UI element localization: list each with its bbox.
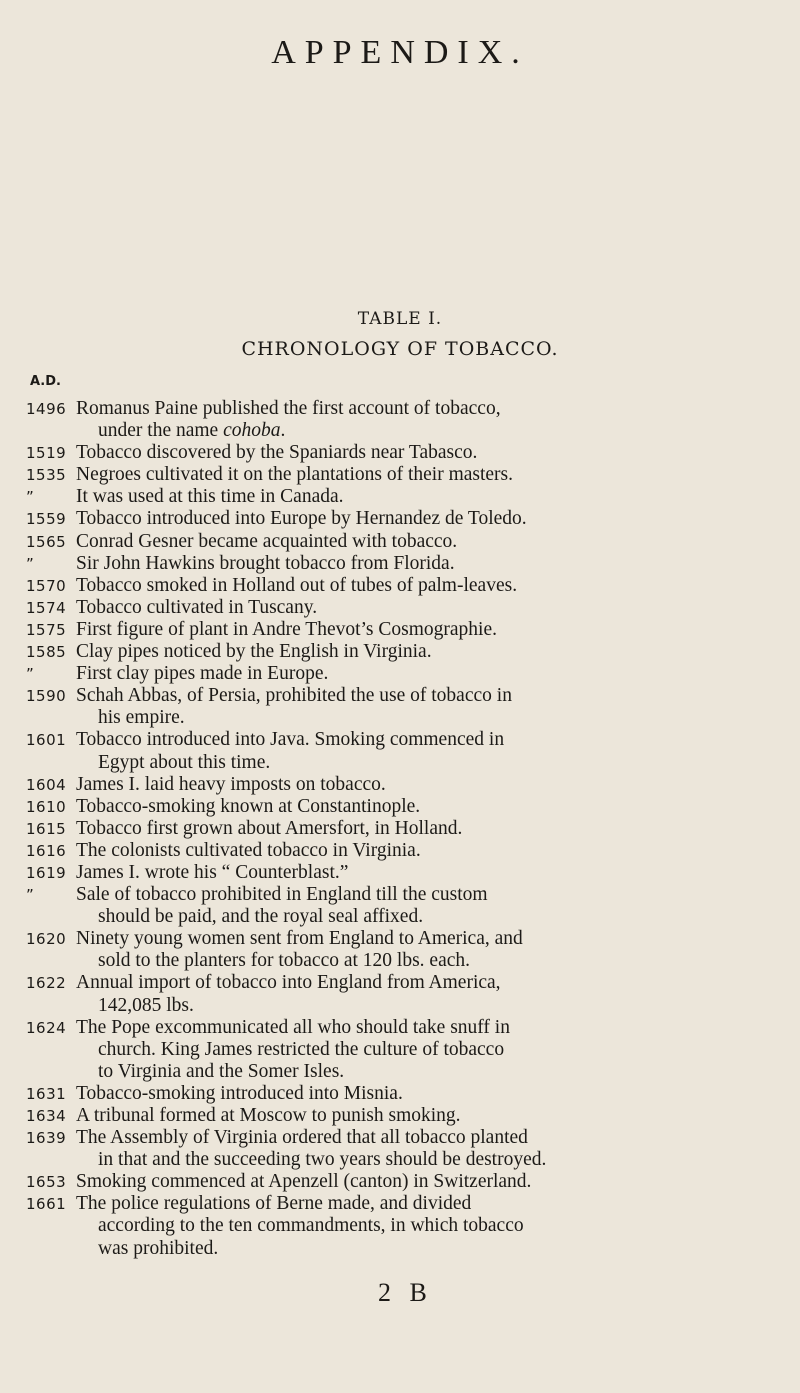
entry-line: Romanus Paine published the first account of tobacco, — [76, 398, 501, 419]
entry-year: ” — [26, 886, 35, 905]
chronology-entry — [26, 1105, 786, 1127]
entry-year: 1575 — [26, 620, 67, 639]
entry-text — [76, 619, 786, 641]
entry-line: Tobacco smoked in Holland out of tubes of palm-leaves. — [76, 574, 518, 596]
entry-text — [76, 774, 786, 796]
ad-column-label: A.D. — [30, 374, 61, 389]
entry-line: to Virginia and the Somer Isles. — [98, 1060, 345, 1082]
entry-line: The Pope excommunicated all who should take snuff in — [76, 1016, 510, 1038]
chronology-entry — [26, 796, 786, 818]
entry-line: according to the ten commandments, in which tobacco — [98, 1215, 524, 1237]
entry-year: 1653 — [26, 1173, 67, 1192]
chronology-list — [26, 398, 786, 1260]
entry-text — [76, 1127, 786, 1171]
chronology-entry — [26, 641, 786, 663]
entry-line: was prohibited. — [98, 1237, 219, 1259]
chronology-entry — [26, 862, 786, 884]
entry-line: The police regulations of Berne made, and divided — [76, 1193, 472, 1215]
entry-line: James I. laid heavy imposts on tobacco. — [76, 773, 386, 795]
entry-line: church. King James restricted the culture of tobacco — [98, 1038, 505, 1060]
entry-text — [76, 442, 786, 464]
entry-line: Schah Abbas, of Persia, prohibited the use of tobacco in — [76, 685, 512, 707]
entry-line: in that and the succeeding two years should be destroyed. — [98, 1149, 547, 1171]
entry-line: First clay pipes made in Europe. — [76, 663, 329, 685]
entry-text — [76, 972, 786, 1016]
entry-line: The Assembly of Virginia ordered that all tobacco planted — [76, 1127, 528, 1149]
entry-year: 1616 — [26, 841, 67, 860]
entry-text — [76, 1193, 786, 1259]
entry-line: The colonists cultivated tobacco in Virginia. — [76, 839, 421, 861]
entry-line: Tobacco first grown about Amersfort, in Holland. — [76, 817, 463, 839]
entry-line: his empire. — [98, 707, 185, 729]
entry-line: Tobacco introduced into Europe by Hernandez de Toledo. — [76, 508, 527, 530]
entry-line: Sale of tobacco prohibited in England till the custom — [76, 884, 488, 906]
entry-year: 1604 — [26, 775, 67, 794]
entry-text — [76, 729, 786, 773]
entry-text — [76, 1105, 786, 1127]
entry-line: Conrad Gesner became acquainted with tobacco. — [76, 530, 458, 552]
table-subtitle: CHRONOLOGY OF TOBACCO. — [241, 338, 559, 360]
chronology-entry — [26, 928, 786, 972]
entry-line: 142,085 lbs. — [98, 994, 194, 1016]
entry-text — [76, 553, 786, 575]
entry-year: ” — [26, 488, 35, 507]
chronology-entry — [26, 597, 786, 619]
entry-year: 1631 — [26, 1084, 67, 1103]
entry-line: Tobacco-smoking introduced into Misnia. — [76, 1082, 403, 1104]
entry-line: Negroes cultivated it on the plantations of their masters. — [76, 464, 514, 486]
entry-year: 1639 — [26, 1129, 67, 1148]
entry-text — [76, 641, 786, 663]
entry-year: 1519 — [26, 444, 67, 463]
entry-year: 1620 — [26, 930, 67, 949]
chronology-entry — [26, 818, 786, 840]
entry-text — [76, 1171, 786, 1193]
entry-year: 1624 — [26, 1018, 67, 1037]
chronology-entry — [26, 442, 786, 464]
chronology-entry — [26, 575, 786, 597]
entry-line: Sir John Hawkins brought tobacco from Florida. — [76, 552, 455, 574]
entry-text — [76, 486, 786, 508]
entry-year: 1590 — [26, 687, 67, 706]
entry-text — [76, 1083, 786, 1105]
entry-text — [76, 884, 786, 928]
chronology-entry — [26, 553, 786, 575]
entry-text — [76, 862, 786, 884]
entry-year: 1574 — [26, 598, 67, 617]
entry-text — [76, 796, 786, 818]
chronology-entry — [26, 508, 786, 530]
entry-year: 1570 — [26, 576, 67, 595]
entry-text — [76, 575, 786, 597]
entry-line: James I. wrote his “ Counterblast.” — [76, 861, 349, 883]
entry-year: 1615 — [26, 819, 67, 838]
entry-year: 1601 — [26, 731, 67, 750]
chronology-entry — [26, 729, 786, 773]
entry-text — [76, 663, 786, 685]
appendix-heading: APPENDIX. — [271, 34, 529, 71]
chronology-entry — [26, 1017, 786, 1083]
entry-year: ” — [26, 554, 35, 573]
entry-line: Egypt about this time. — [98, 751, 271, 773]
entry-line: It was used at this time in Canada. — [76, 486, 344, 508]
entry-text — [76, 818, 786, 840]
entry-text — [76, 685, 786, 729]
entry-year: 1565 — [26, 532, 67, 551]
table-title: TABLE I. — [357, 309, 443, 329]
entry-line: Clay pipes noticed by the English in Virginia. — [76, 641, 432, 663]
entry-text — [76, 464, 786, 486]
entry-year: 1622 — [26, 974, 67, 993]
chronology-entry — [26, 486, 786, 508]
entry-line: Annual import of tobacco into England from America, — [76, 972, 501, 994]
entry-year: 1559 — [26, 510, 67, 529]
chronology-entry — [26, 884, 786, 928]
entry-line: sold to the planters for tobacco at 120 lbs. each. — [98, 950, 471, 972]
entry-line: Tobacco cultivated in Tuscany. — [76, 596, 318, 618]
entry-line: Tobacco introduced into Java. Smoking commenced in — [76, 729, 505, 751]
entry-text — [76, 531, 786, 553]
entry-year: 1585 — [26, 643, 67, 662]
entry-year: 1619 — [26, 863, 67, 882]
entry-text — [76, 597, 786, 619]
chronology-entry — [26, 1083, 786, 1105]
chronology-entry — [26, 398, 786, 442]
chronology-entry — [26, 1127, 786, 1171]
entry-text — [76, 928, 786, 972]
entry-line: First figure of plant in Andre Thevot’s Cosmographie. — [76, 618, 498, 640]
chronology-entry — [26, 464, 786, 486]
entry-year: 1535 — [26, 466, 67, 485]
chronology-entry — [26, 1171, 786, 1193]
chronology-entry — [26, 840, 786, 862]
entry-line: A tribunal formed at Moscow to punish smoking. — [76, 1105, 461, 1126]
chronology-entry — [26, 663, 786, 685]
page-signature: 2 B — [378, 1278, 433, 1307]
entry-year: 1610 — [26, 797, 67, 816]
entry-line: under the name cohoba. — [98, 420, 286, 442]
entry-text — [76, 398, 786, 442]
entry-year: 1634 — [26, 1107, 67, 1125]
entry-line: Tobacco-smoking known at Constantinople. — [76, 795, 421, 817]
chronology-entry — [26, 685, 786, 729]
entry-text — [76, 1017, 786, 1083]
entry-line: Ninety young women sent from England to America, and — [76, 928, 523, 950]
entry-line: Smoking commenced at Apenzell (canton) in Switzerland. — [76, 1171, 532, 1193]
entry-year: 1661 — [26, 1195, 67, 1214]
chronology-entry — [26, 774, 786, 796]
chronology-entry — [26, 531, 786, 553]
chronology-entry — [26, 1193, 786, 1259]
entry-line: Tobacco discovered by the Spaniards near Tabasco. — [76, 442, 478, 464]
chronology-entry — [26, 972, 786, 1016]
entry-year: 1496 — [26, 400, 67, 418]
entry-text — [76, 840, 786, 862]
chronology-entry — [26, 619, 786, 641]
entry-year: ” — [26, 665, 35, 684]
entry-line: should be paid, and the royal seal affixed. — [98, 906, 424, 928]
entry-text — [76, 508, 786, 530]
